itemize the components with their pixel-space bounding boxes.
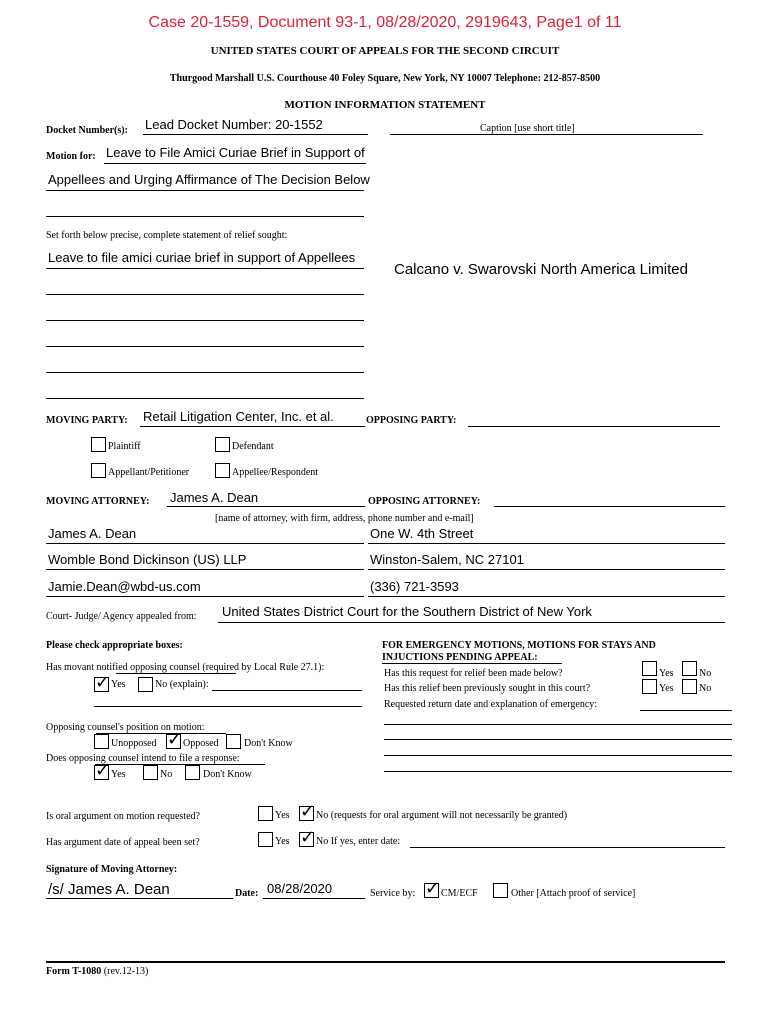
- defendant-label: Defendant: [232, 441, 274, 452]
- notified-explain-rule: [212, 690, 362, 691]
- q1-yes-checkbox[interactable]: [642, 661, 657, 676]
- attorney-right-rule1: [368, 543, 725, 544]
- relief-rule4: [46, 346, 364, 347]
- notified-underline: [116, 673, 236, 674]
- intend-underline: [95, 764, 265, 765]
- moving-attorney-label: MOVING ATTORNEY:: [46, 496, 150, 507]
- emergency-rule4: [384, 771, 732, 772]
- attorney-left-2[interactable]: Womble Bond Dickinson (US) LLP: [48, 552, 247, 567]
- court-address: Thurgood Marshall U.S. Courthouse 40 Foley Square, New York, NY 10007 Telephone: 212-857-8500: [169, 73, 601, 84]
- check-mark-icon: ✓: [167, 729, 183, 750]
- motion-label: Motion for:: [46, 151, 96, 162]
- oral-no-label: No (requests for oral argument will not necessarily be granted): [316, 810, 568, 821]
- case-caption[interactable]: Calcano v. Swarovski North America Limited: [394, 261, 688, 278]
- attorney-left-rule1: [46, 543, 364, 544]
- defendant-checkbox[interactable]: [215, 437, 230, 452]
- argument-yes-checkbox[interactable]: [258, 832, 273, 847]
- dont-know-label: Don't Know: [244, 738, 293, 749]
- check-mark-icon: ✓: [95, 672, 111, 693]
- form-rev: (rev.12-13): [103, 966, 149, 977]
- moving-attorney-value[interactable]: James A. Dean: [170, 490, 259, 505]
- court-appealed-value[interactable]: United States District Court for the Southern District of New York: [222, 604, 592, 619]
- attorney-left-3[interactable]: Jamie.Dean@wbd-us.com: [48, 579, 201, 594]
- position-question: Opposing counsel's position on motion:: [46, 722, 205, 733]
- emergency-heading-underline: [382, 663, 562, 664]
- q1-no-checkbox[interactable]: [682, 661, 697, 676]
- notified-yes-label: Yes: [111, 679, 126, 690]
- form-id: [46, 966, 148, 977]
- emergency-q3: Requested return date and explanation of emergency:: [384, 699, 598, 710]
- moving-attorney-rule: [167, 506, 365, 507]
- case-header: Case 20-1559, Document 93-1, 08/28/2020, 2919643, Page1 of 11: [148, 14, 622, 31]
- cmecf-label: CM/ECF: [441, 888, 478, 899]
- plaintiff-label: Plaintiff: [108, 441, 141, 452]
- form-title: MOTION INFORMATION STATEMENT: [284, 99, 486, 111]
- attorney-right-3[interactable]: (336) 721-3593: [370, 579, 459, 594]
- dont-know-checkbox[interactable]: [226, 734, 241, 749]
- other-service-checkbox[interactable]: [493, 883, 508, 898]
- opposing-party-label: OPPOSING PARTY:: [366, 415, 457, 426]
- court-appealed-rule: [218, 622, 725, 623]
- check-heading: Please check appropriate boxes:: [46, 640, 183, 651]
- notified-explain-rule2: [94, 706, 362, 707]
- emergency-q3-rule: [640, 710, 732, 711]
- moving-party-label: MOVING PARTY:: [46, 415, 128, 426]
- moving-party-value[interactable]: Retail Litigation Center, Inc. et al.: [143, 409, 334, 424]
- position-underline: [96, 733, 226, 734]
- appellee-label: Appellee/Respondent: [232, 467, 319, 478]
- attorney-left-1[interactable]: James A. Dean: [48, 526, 137, 541]
- check-mark-icon: ✓: [95, 760, 111, 781]
- opposed-label: Opposed: [183, 738, 219, 749]
- emergency-q1: Has this request for relief been made below?: [384, 668, 563, 679]
- intend-dont-know-label: Don't Know: [203, 769, 252, 780]
- motion-line3-rule: [46, 216, 364, 217]
- q2-no-label: No: [699, 683, 712, 694]
- check-mark-icon: ✓: [300, 827, 316, 848]
- argument-date-question: Has argument date of appeal been set?: [46, 837, 200, 848]
- relief-rule1: [46, 268, 364, 269]
- q2-yes-checkbox[interactable]: [642, 679, 657, 694]
- attorney-note: [name of attorney, with firm, address, phone number and e-mail]: [215, 513, 474, 524]
- attorney-right-2[interactable]: Winston-Salem, NC 27101: [370, 552, 524, 567]
- relief-line1[interactable]: Leave to file amici curiae brief in support of Appellees: [48, 250, 356, 265]
- docket-label: Docket Number(s):: [46, 125, 128, 136]
- attorney-right-1[interactable]: One W. 4th Street: [370, 526, 474, 541]
- notified-no-checkbox[interactable]: [138, 677, 153, 692]
- signature-label: Signature of Moving Attorney:: [46, 864, 178, 875]
- moving-party-rule: [140, 426, 365, 427]
- emergency-rule1: [384, 724, 732, 725]
- form-id-label: Form T-1080: [46, 966, 102, 977]
- oral-yes-label: Yes: [275, 810, 290, 821]
- opposing-attorney-label: OPPOSING ATTORNEY:: [368, 496, 481, 507]
- check-mark-icon: ✓: [300, 801, 316, 822]
- appellant-checkbox[interactable]: [91, 463, 106, 478]
- intend-dont-know-checkbox[interactable]: [185, 765, 200, 780]
- service-label: Service by:: [370, 888, 416, 899]
- relief-rule5: [46, 372, 364, 373]
- motion-line2[interactable]: Appellees and Urging Affirmance of The Decision Below: [48, 172, 370, 187]
- emergency-heading-2: INJUCTIONS PENDING APPEAL:: [382, 652, 538, 663]
- attorney-right-rule3: [368, 596, 725, 597]
- intend-yes-label: Yes: [111, 769, 126, 780]
- unopposed-label: Unopposed: [111, 738, 157, 749]
- argument-date-rule: [410, 847, 725, 848]
- emergency-q2: Has this relief been previously sought in this court?: [384, 683, 591, 694]
- argument-yes-label: Yes: [275, 836, 290, 847]
- date-label: Date:: [235, 888, 259, 899]
- relief-label: Set forth below precise, complete statement of relief sought:: [46, 230, 288, 241]
- attorney-right-rule2: [368, 569, 725, 570]
- motion-line1[interactable]: Leave to File Amici Curiae Brief in Support of: [106, 145, 365, 160]
- attorney-left-rule3: [46, 596, 364, 597]
- q2-yes-label: Yes: [659, 683, 674, 694]
- argument-no-label: No If yes, enter date:: [316, 836, 401, 847]
- court-name: UNITED STATES COURT OF APPEALS FOR THE SECOND CIRCUIT: [210, 45, 560, 57]
- q2-no-checkbox[interactable]: [682, 679, 697, 694]
- signature-value[interactable]: /s/ James A. Dean: [48, 881, 170, 898]
- q1-yes-label: Yes: [659, 668, 674, 679]
- docket-value[interactable]: Lead Docket Number: 20-1552: [145, 117, 323, 132]
- motion-line1-rule: [104, 163, 366, 164]
- emergency-rule2: [384, 739, 732, 740]
- signature-rule: [46, 898, 233, 899]
- date-rule: [263, 898, 365, 899]
- relief-rule6: [46, 398, 364, 399]
- appellee-checkbox[interactable]: [215, 463, 230, 478]
- oral-question: Is oral argument on motion requested?: [46, 811, 200, 822]
- relief-rule3: [46, 320, 364, 321]
- notified-question: Has movant notified opposing counsel (required by Local Rule 27.1):: [46, 662, 325, 673]
- attorney-left-rule2: [46, 569, 364, 570]
- emergency-rule3: [384, 755, 732, 756]
- notified-no-label: No (explain):: [155, 679, 209, 690]
- caption-line: [390, 134, 703, 135]
- intend-question: Does opposing counsel intend to file a response:: [46, 753, 240, 764]
- check-mark-icon: ✓: [425, 878, 441, 899]
- opposing-party-rule: [468, 426, 720, 427]
- court-appealed-label: Court- Judge/ Agency appealed from:: [46, 611, 197, 622]
- motion-line2-rule: [46, 190, 364, 191]
- date-value[interactable]: 08/28/2020: [267, 881, 333, 896]
- intend-no-checkbox[interactable]: [143, 765, 158, 780]
- intend-no-label: No: [160, 769, 173, 780]
- relief-rule2: [46, 294, 364, 295]
- other-service-label: Other [Attach proof of service]: [511, 888, 636, 899]
- caption-label: Caption [use short title]: [480, 123, 575, 134]
- footer-divider: [46, 961, 725, 963]
- emergency-heading-1: FOR EMERGENCY MOTIONS, MOTIONS FOR STAYS AND: [382, 640, 656, 651]
- oral-yes-checkbox[interactable]: [258, 806, 273, 821]
- opposing-attorney-rule: [494, 506, 725, 507]
- q1-no-label: No: [699, 668, 712, 679]
- unopposed-checkbox[interactable]: [94, 734, 109, 749]
- plaintiff-checkbox[interactable]: [91, 437, 106, 452]
- docket-line: [143, 134, 368, 135]
- appellant-label: Appellant/Petitioner: [108, 467, 190, 478]
